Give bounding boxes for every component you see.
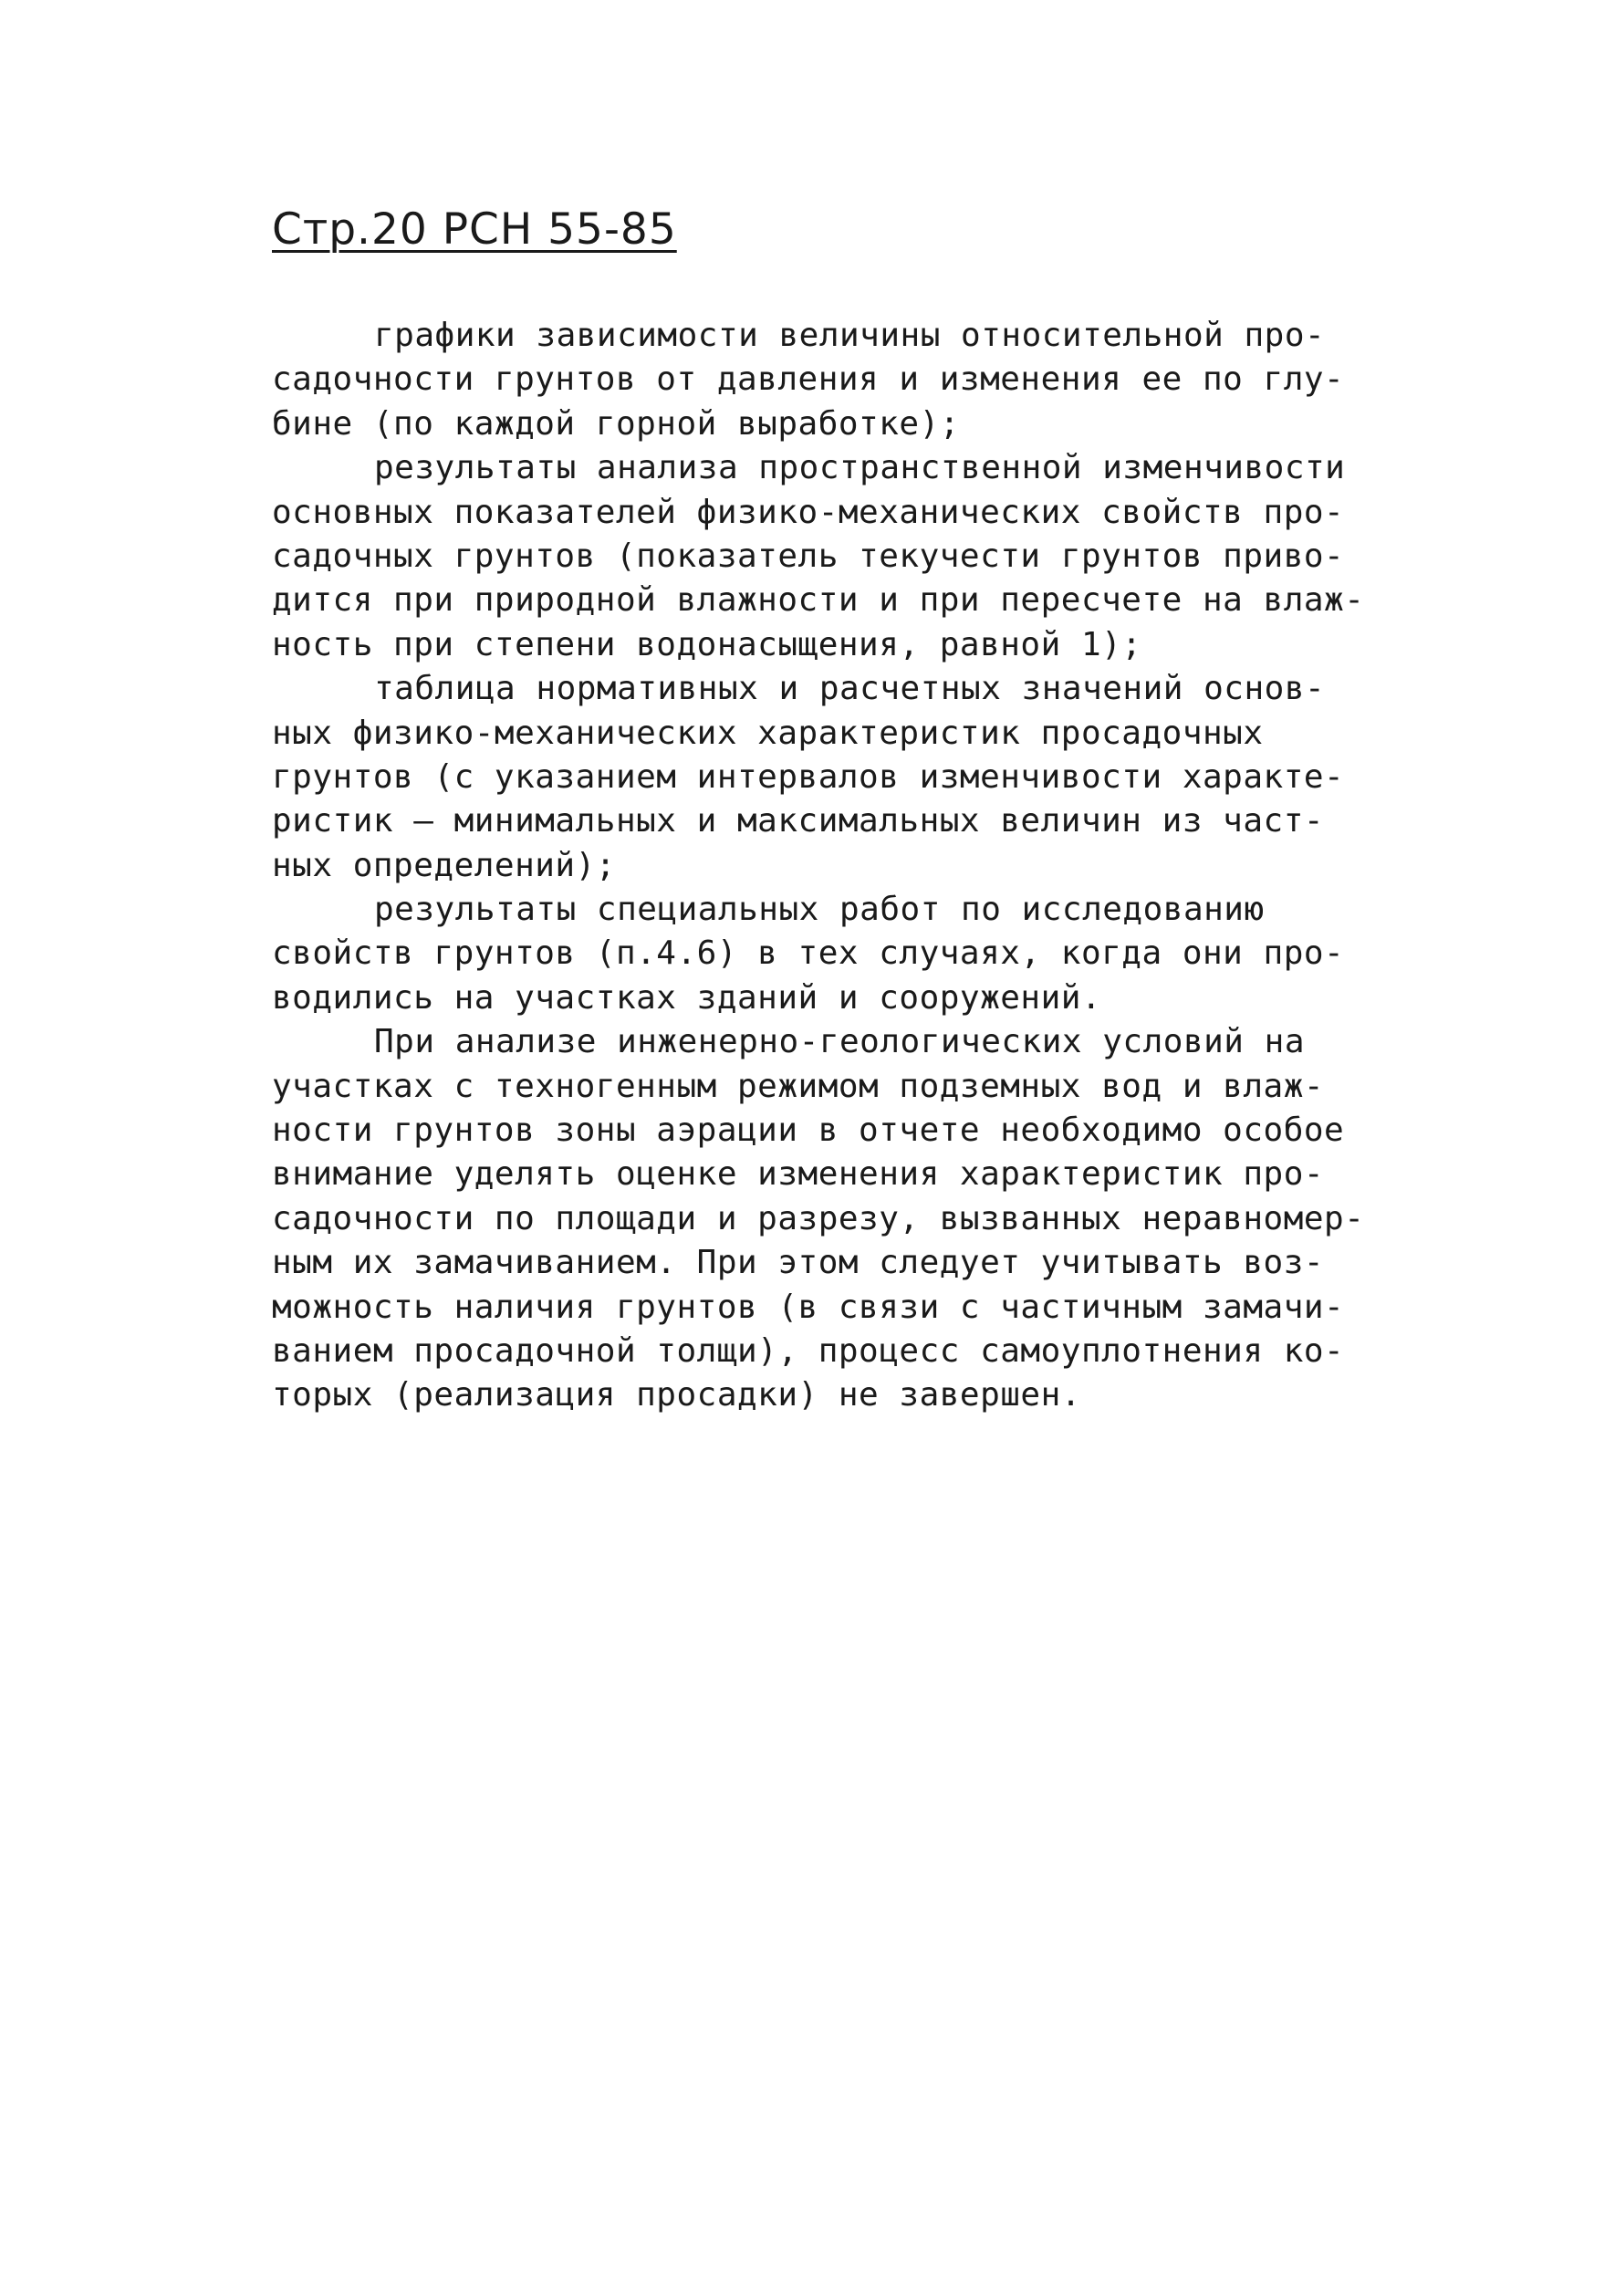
text-line: основных показателей физико-механических свойств про- <box>272 493 1345 531</box>
text-line: садочности по площади и разрезу, вызванных неравномер- <box>272 1199 1365 1237</box>
text-line: свойств грунтов (п.4.6) в тех случаях, когда они про- <box>272 934 1345 973</box>
text-line: ристик – минимальных и максимальных величин из част- <box>272 802 1325 840</box>
text-line: результаты анализа пространственной изменчивости <box>374 449 1346 487</box>
text-line: садочных грунтов (показатель текучести грунтов приво- <box>272 537 1345 575</box>
text-line: ным их замачиванием. При этом следует учитывать воз- <box>272 1244 1325 1282</box>
text-line: ных определений); <box>272 846 616 884</box>
text-line: ности грунтов зоны аэрации в отчете необходимо особое <box>272 1111 1345 1150</box>
text-line: участках с техногенным режимом подземных вод и влаж- <box>272 1067 1325 1105</box>
text-line: грунтов (с указанием интервалов изменчивости характе- <box>272 757 1345 796</box>
text-line: результаты специальных работ по исследованию <box>374 891 1265 929</box>
text-line: При анализе инженерно-геологических условий на <box>374 1023 1305 1061</box>
text-line: ность при степени водонасыщения, равной 1); <box>272 625 1142 663</box>
text-line: графики зависимости величины относительной про- <box>374 317 1326 354</box>
text-line: внимание уделять оценке изменения характеристик про- <box>272 1155 1325 1194</box>
text-line: торых (реализация просадки) не завершен. <box>272 1376 1081 1414</box>
text-line: садочности грунтов от давления и изменения ее по глу- <box>272 360 1345 399</box>
page-header: Стр.20 РСН 55-85 <box>272 204 677 255</box>
text-line: дится при природной влажности и при пересчете на влаж- <box>272 581 1365 620</box>
text-line: ных физико-механических характеристик просадочных <box>272 714 1264 752</box>
text-line: водились на участках зданий и сооружений. <box>272 978 1102 1017</box>
body-text <box>272 314 1422 1418</box>
text-line: ванием просадочной толщи), процесс самоуплотнения ко- <box>272 1331 1345 1370</box>
text-line: таблица нормативных и расчетных значений основ- <box>374 670 1326 708</box>
text-line: бине (по каждой горной выработке); <box>272 404 960 443</box>
text-line: можность наличия грунтов (в связи с частичным замачи- <box>272 1288 1345 1326</box>
